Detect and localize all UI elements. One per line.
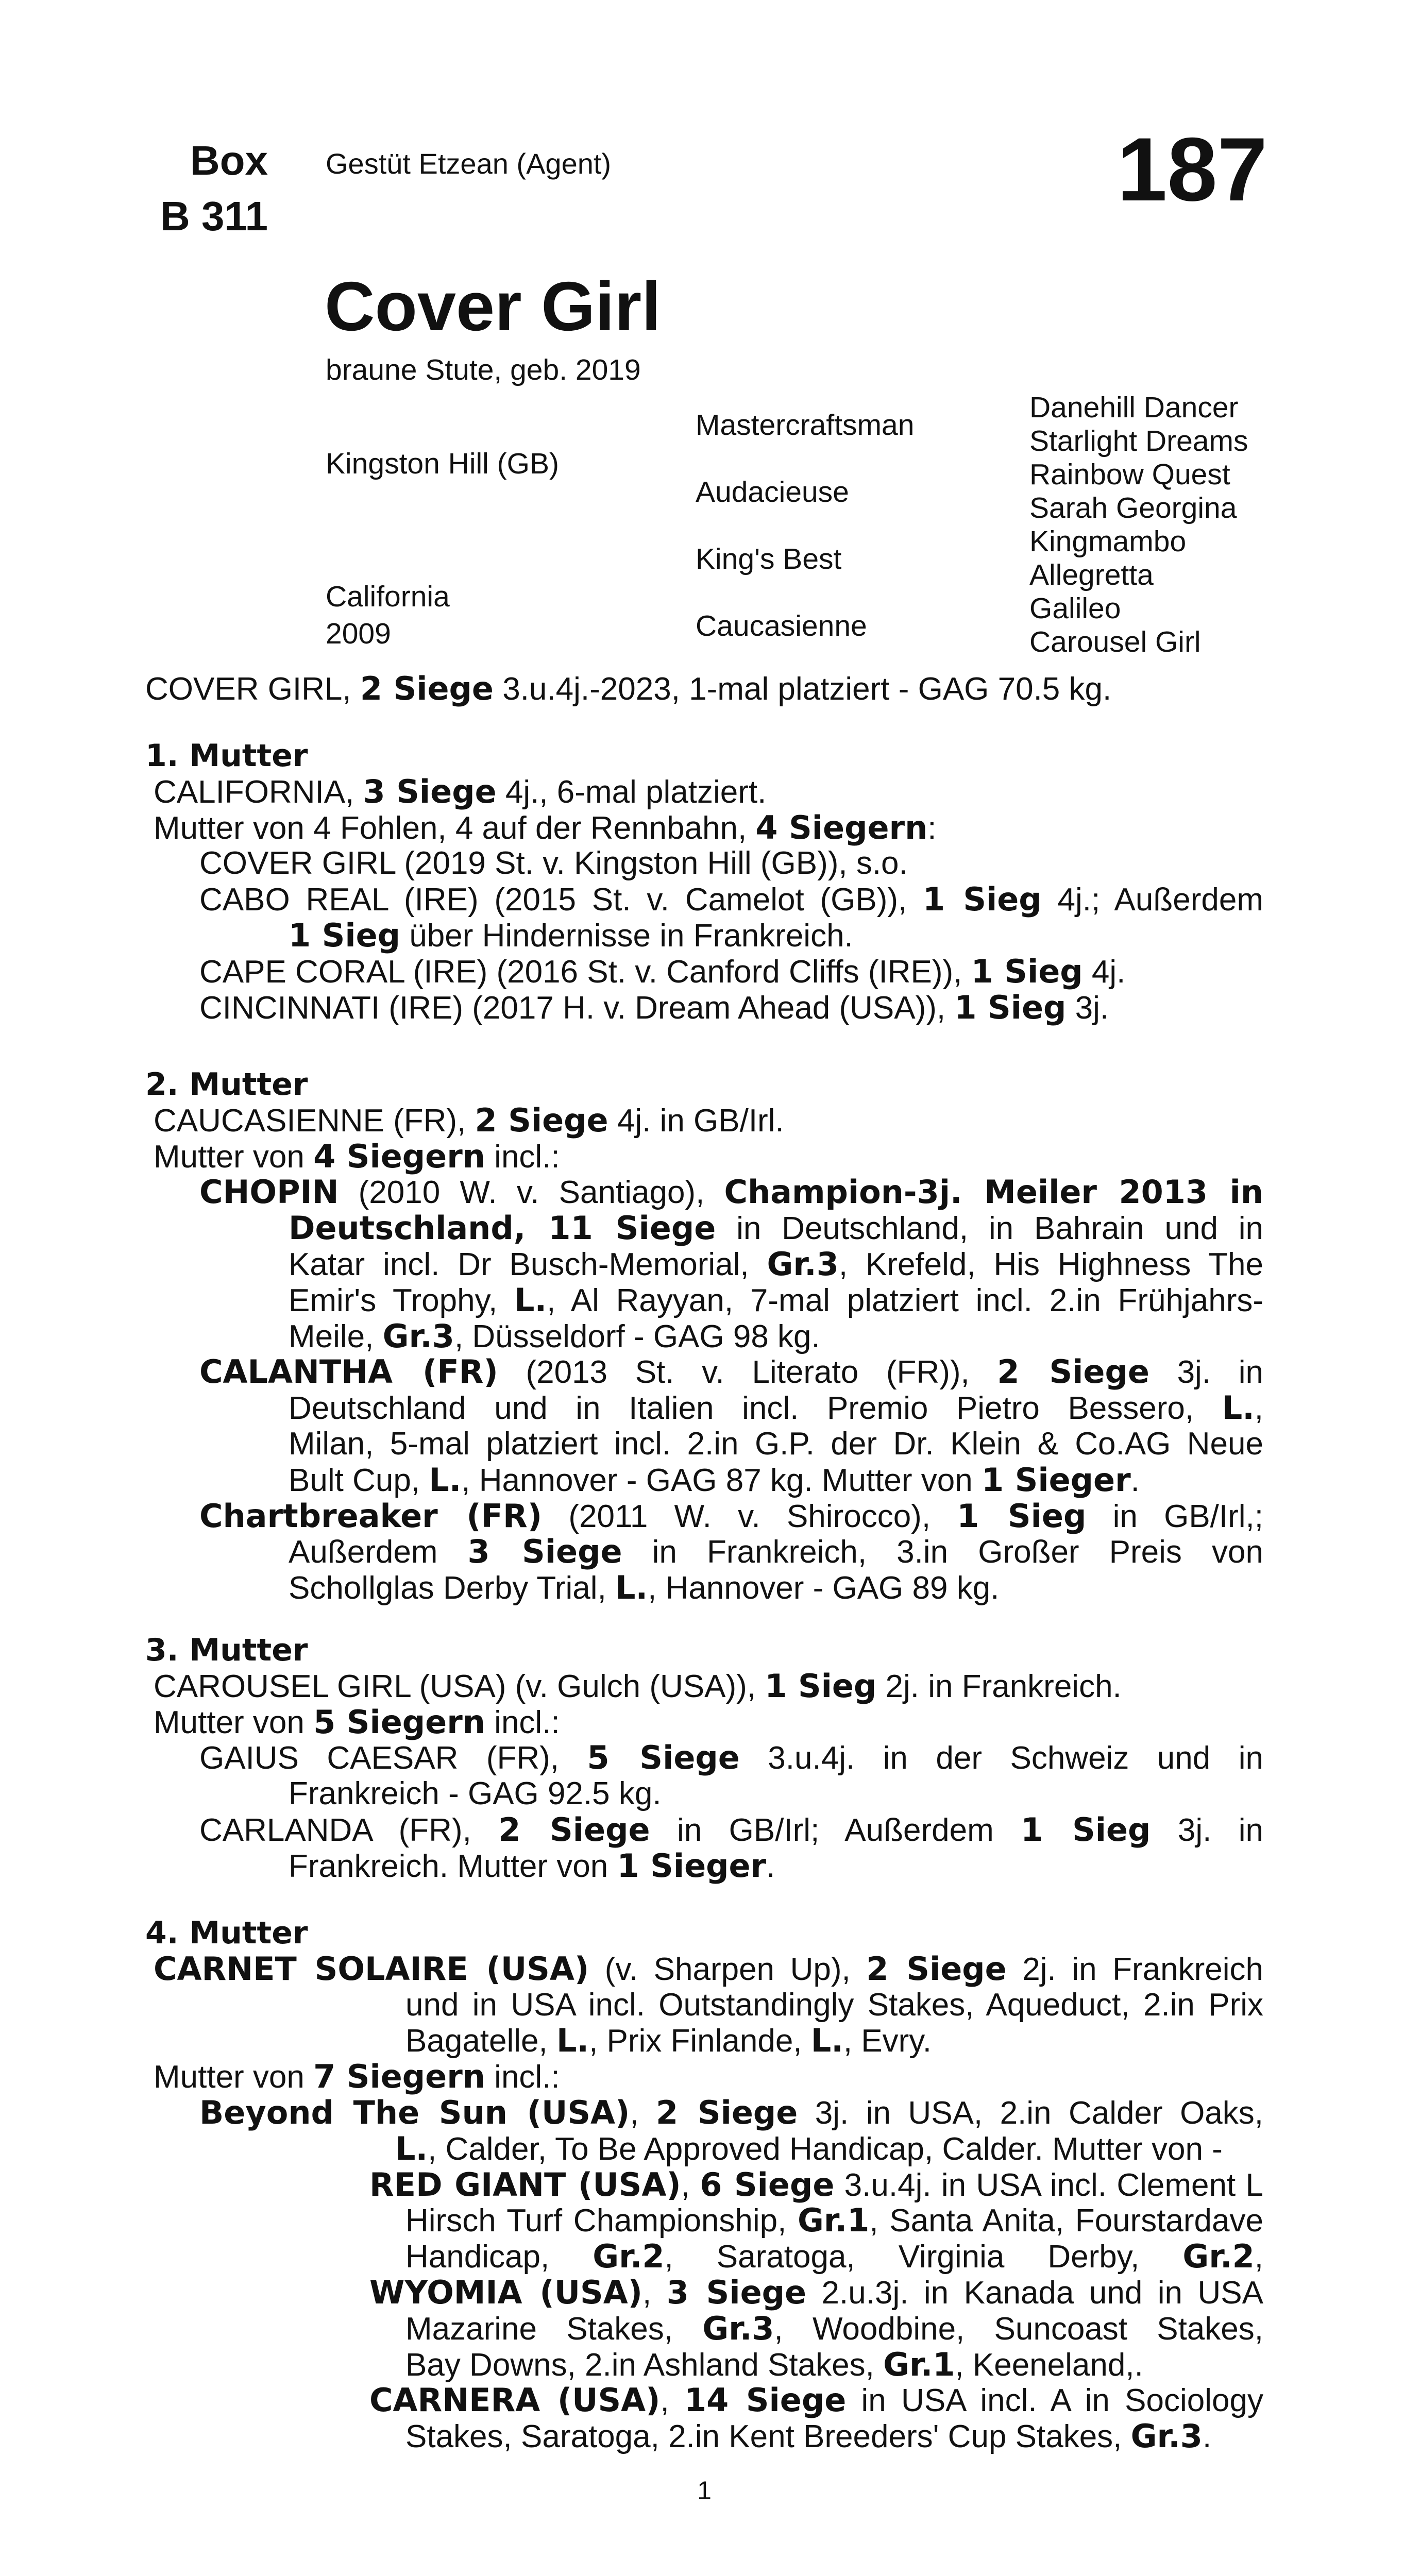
text-run: Stakes, Saratoga, 2.in Kent Breeders' Cup Stakes,	[405, 2419, 1131, 2455]
text-run: GAIUS CAESAR (FR),	[199, 1740, 587, 1776]
bold-run: 1 Sieg	[289, 917, 401, 954]
section-line	[154, 774, 766, 810]
bold-run: 5 Siegern	[313, 1703, 485, 1741]
text-run: Deutschland und in Italien incl. Premio Pietro Bessero,	[289, 1391, 1222, 1427]
section-line	[405, 2347, 1143, 2383]
bold-run: 1 Sieg	[957, 1498, 1087, 1534]
text-run: :	[927, 810, 937, 846]
text-run: COVER GIRL (2019 St. v. Kingston Hill (GB)), s.o.	[199, 845, 908, 882]
text-run: CARLANDA (FR),	[199, 1812, 499, 1848]
section-line	[289, 1210, 1263, 1246]
text-run: 3.u.4j. in der Schweiz und in	[739, 1740, 1263, 1776]
text-run: (2010 W. v. Santiago),	[339, 1175, 724, 1211]
text-run: Bay Downs, 2.in Ashland Stakes,	[405, 2347, 884, 2383]
section-title: 1. Mutter	[145, 738, 308, 774]
text-run: .	[1202, 2419, 1212, 2455]
section-line	[405, 2202, 1263, 2239]
section-line	[369, 2167, 1263, 2203]
bold-run: L.	[429, 1461, 462, 1499]
text-run: , Keeneland,.	[955, 2347, 1143, 2383]
bold-run: 2 Siege	[475, 1101, 608, 1139]
text-run: CAUCASIENNE (FR),	[154, 1103, 475, 1139]
text-run: , Hannover - GAG 89 kg.	[648, 1570, 1000, 1606]
pedigree-g3-5: Kingmambo	[1029, 525, 1187, 558]
text-run: Milan, 5-mal platziert incl. 2.in G.P. der Dr. Klein & Co.AG Neue	[289, 1426, 1263, 1462]
bold-run: 3 Siege	[467, 1534, 622, 1570]
bold-run: 2 Siege	[997, 1354, 1149, 1391]
text-run: 4j.; Außerdem	[1041, 882, 1263, 918]
text-run: ,	[642, 2275, 667, 2311]
text-run: , Calder, To Be Approved Handicap, Calder. Mutter von -	[428, 2131, 1223, 2167]
pedigree-sire: Kingston Hill (GB)	[326, 447, 559, 480]
section-line	[369, 2382, 1263, 2418]
section-line	[199, 1740, 1263, 1776]
bold-run: 14 Siege	[684, 2382, 847, 2419]
text-run: Außerdem	[289, 1534, 468, 1570]
section-line	[405, 2418, 1211, 2455]
bold-run: L.	[514, 1282, 547, 1318]
text-run: über Hindernisse in Frankreich.	[400, 918, 853, 954]
text-run: Bult Cup,	[289, 1462, 429, 1498]
bold-run: Gr.3	[767, 1246, 839, 1282]
text-run: , Santa Anita, Fourstardave	[869, 2203, 1263, 2239]
section-line	[154, 2059, 560, 2095]
text-run: ,	[660, 2383, 684, 2419]
pedigree-g3-7: Galileo	[1029, 592, 1121, 625]
section-line	[154, 1139, 560, 1175]
text-run: CABO REAL (IRE) (2015 St. v. Camelot (GB)),	[199, 882, 923, 918]
text-run: Mutter von 4 Fohlen, 4 auf der Rennbahn,	[154, 810, 756, 846]
section-line	[199, 1354, 1263, 1390]
text-run: Bagatelle,	[405, 2023, 556, 2059]
text-run: , Prix Finlande,	[589, 2023, 811, 2059]
section-line	[289, 1776, 662, 1812]
text-run: ,	[630, 2095, 656, 2131]
text-run: incl.:	[485, 1704, 560, 1740]
pedigree-g3-8: Carousel Girl	[1029, 625, 1201, 658]
text-run: ,	[681, 2167, 700, 2203]
bold-run: 2 Siege	[866, 1951, 1007, 1987]
bold-run: Gr.2	[593, 2239, 665, 2275]
text-run: in GB/Irl,;	[1086, 1498, 1263, 1534]
bold-run: 3 Siege	[666, 2275, 807, 2311]
text-run: Mutter von	[154, 1704, 314, 1740]
bold-run: L.	[615, 1569, 648, 1607]
section-title: 3. Mutter	[145, 1632, 308, 1668]
pedigree-g3-4: Sarah Georgina	[1029, 492, 1237, 524]
section-line	[369, 2275, 1263, 2311]
section-line	[289, 1848, 775, 1885]
box-label: Box	[190, 138, 268, 183]
text-run: Meile,	[289, 1318, 383, 1354]
text-run: 3.u.4j.-2023, 1-mal platziert - GAG 70.5 kg.	[494, 671, 1112, 707]
text-run: CAROUSEL GIRL (USA) (v. Gulch (USA)),	[154, 1668, 765, 1704]
text-run: , Woodbine, Suncoast Stakes,	[774, 2311, 1263, 2347]
bold-run: CARNET SOLAIRE (USA)	[154, 1951, 589, 1987]
text-run: in USA incl. A in Sociology	[846, 2383, 1263, 2419]
bold-run: 1 Sieg	[923, 882, 1042, 918]
text-run: 4j. in GB/Irl.	[608, 1103, 784, 1139]
bold-run: L.	[556, 2022, 589, 2060]
pedigree-dam-sire: King's Best	[696, 543, 842, 575]
pedigree-g3-2: Starlight Dreams	[1029, 425, 1248, 457]
horse-name: Cover Girl	[325, 267, 661, 345]
section-line	[199, 990, 1109, 1026]
bold-run: Chartbreaker (FR)	[199, 1498, 543, 1534]
bold-run: L.	[395, 2129, 428, 2167]
text-run: .	[766, 1848, 775, 1884]
text-run: .	[1130, 1462, 1140, 1498]
bold-run: Champion-3j. Meiler 2013 in	[724, 1174, 1263, 1211]
section-line	[289, 918, 853, 954]
section-line	[405, 2239, 1263, 2275]
text-run: COVER GIRL,	[145, 671, 360, 707]
text-run: , Evry.	[843, 2023, 932, 2059]
text-run: in Deutschland, in Bahrain und in	[716, 1211, 1263, 1247]
text-run: in Frankreich, 3.in Großer Preis von	[622, 1534, 1263, 1570]
section-line	[289, 1534, 1263, 1570]
text-run: 3j. in	[1151, 1812, 1263, 1848]
text-run: 3j. in	[1149, 1354, 1263, 1391]
bold-run: 1 Sieger	[981, 1461, 1131, 1499]
bold-run: 2 Siege	[360, 670, 494, 707]
pedigree-g3-1: Danehill Dancer	[1029, 391, 1239, 424]
bold-run: 1 Sieger	[617, 1846, 767, 1885]
text-run: 2j. in Frankreich	[1006, 1951, 1263, 1987]
bold-run: L.	[1222, 1390, 1255, 1427]
race-summary	[145, 670, 1111, 707]
bold-run: CHOPIN	[199, 1174, 339, 1211]
text-run: incl.:	[485, 2059, 560, 2095]
bold-run: 1 Sieg	[971, 952, 1083, 990]
bold-run: Gr.1	[883, 2345, 955, 2383]
section-line	[154, 1704, 560, 1741]
section-line	[199, 2095, 1263, 2131]
text-run: (2011 W. v. Shirocco),	[542, 1498, 957, 1534]
text-run: 2j. in Frankreich.	[876, 1668, 1122, 1704]
text-run: 3.u.4j. in USA incl. Clement L	[834, 2167, 1263, 2203]
section-line	[395, 2131, 1223, 2167]
text-run: Hirsch Turf Championship,	[405, 2203, 798, 2239]
text-run: Katar incl. Dr Busch-Memorial,	[289, 1247, 767, 1282]
section-line	[199, 1498, 1263, 1534]
bold-run: 4 Siegern	[313, 1137, 485, 1175]
text-run: CINCINNATI (IRE) (2017 H. v. Dream Ahead (USA)),	[199, 990, 955, 1026]
bold-run: 5 Siege	[587, 1740, 740, 1776]
bold-run: CARNERA (USA)	[369, 2382, 661, 2419]
bold-run: Gr.2	[1182, 2239, 1255, 2275]
bold-run: CALANTHA (FR)	[199, 1354, 498, 1391]
section-title: 4. Mutter	[145, 1915, 308, 1951]
section-line	[199, 845, 908, 882]
section-line	[289, 1282, 1263, 1318]
text-run: , Düsseldorf - GAG 98 kg.	[454, 1318, 820, 1354]
text-run: und in USA incl. Outstandingly Stakes, Aqueduct, 2.in Prix	[405, 1987, 1263, 2023]
section-line	[199, 1812, 1263, 1848]
text-run: ,	[1254, 2239, 1263, 2275]
text-run: CAPE CORAL (IRE) (2016 St. v. Canford Cliffs (IRE)),	[199, 954, 971, 990]
bold-run: Gr.3	[1130, 2417, 1203, 2455]
section-line	[405, 2311, 1263, 2347]
text-run: , Krefeld, His Highness The	[838, 1247, 1263, 1282]
text-run: incl.:	[485, 1139, 560, 1175]
text-run: 2.u.3j. in Kanada und in USA	[821, 2275, 1263, 2311]
text-run: Emir's Trophy,	[289, 1282, 515, 1318]
bold-run: Gr.3	[382, 1317, 454, 1355]
text-run: , Saratoga, Virginia Derby,	[664, 2239, 1183, 2275]
bold-run: Deutschland, 11 Siege	[289, 1210, 716, 1247]
text-run: CALIFORNIA,	[154, 774, 363, 810]
bold-run: 4 Siegern	[755, 808, 928, 846]
pedigree-dam-year: 2009	[326, 617, 391, 650]
text-run: Frankreich - GAG 92.5 kg.	[289, 1776, 662, 1812]
section-line	[289, 1426, 1263, 1462]
section-line	[289, 1570, 999, 1606]
text-run: 4j., 6-mal platziert.	[496, 774, 767, 810]
section-line	[154, 810, 936, 846]
text-run: Mazarine Stakes,	[405, 2311, 703, 2347]
bold-run: 2 Siege	[498, 1812, 650, 1848]
text-run: Schollglas Derby Trial,	[289, 1570, 616, 1606]
page-number: 1	[697, 2476, 712, 2505]
horse-description: braune Stute, geb. 2019	[326, 353, 641, 386]
bold-run: 1 Sieg	[1021, 1812, 1151, 1848]
section-line	[154, 1668, 1122, 1705]
text-run: , Hannover - GAG 87 kg. Mutter von	[461, 1462, 982, 1498]
section-line	[289, 1390, 1263, 1426]
pedigree-dam: California	[326, 580, 450, 613]
section-line	[289, 1246, 1263, 1282]
section-line	[405, 1987, 1263, 2023]
bold-run: RED GIANT (USA)	[369, 2166, 681, 2203]
text-run: Handicap,	[405, 2239, 593, 2275]
section-line	[405, 2023, 932, 2059]
bold-run: 1 Sieg	[954, 988, 1067, 1026]
lot-number: 187	[1117, 120, 1267, 220]
bold-run: 7 Siegern	[313, 2058, 485, 2096]
text-run: (v. Sharpen Up),	[589, 1951, 867, 1987]
agent-name: Gestüt Etzean (Agent)	[326, 147, 612, 180]
bold-run: 6 Siege	[700, 2166, 835, 2203]
bold-run: Gr.1	[798, 2202, 870, 2239]
section-title: 2. Mutter	[145, 1066, 308, 1103]
text-run: Mutter von	[154, 1139, 314, 1175]
text-run: Frankreich. Mutter von	[289, 1848, 617, 1884]
bold-run: 1 Sieg	[765, 1667, 877, 1705]
text-run: in GB/Irl; Außerdem	[650, 1812, 1021, 1848]
text-run: 3j. in USA, 2.in Calder Oaks,	[798, 2095, 1263, 2131]
section-line	[199, 954, 1125, 990]
text-run: (2013 St. v. Literato (FR)),	[498, 1354, 997, 1391]
pedigree-sire-sire: Mastercraftsman	[696, 409, 915, 442]
pedigree-dam-dam: Caucasienne	[696, 609, 867, 642]
text-run: ,	[1254, 1391, 1263, 1427]
pedigree-g3-3: Rainbow Quest	[1029, 458, 1230, 491]
bold-run: 3 Siege	[363, 772, 497, 810]
section-line	[199, 882, 1263, 918]
bold-run: Gr.3	[702, 2310, 774, 2347]
text-run: Mutter von	[154, 2059, 314, 2095]
pedigree-g3-6: Allegretta	[1029, 558, 1154, 591]
section-line	[199, 1174, 1263, 1210]
bold-run: L.	[810, 2022, 843, 2060]
bold-run: 2 Siege	[656, 2095, 798, 2131]
text-run: 3j.	[1066, 990, 1109, 1026]
bold-run: Beyond The Sun (USA)	[199, 2095, 630, 2131]
pedigree-sire-dam: Audacieuse	[696, 476, 849, 509]
box-number: B 311	[160, 193, 268, 239]
bold-run: WYOMIA (USA)	[369, 2275, 643, 2311]
text-run: , Al Rayyan, 7-mal platziert incl. 2.in Frühjahrs-	[547, 1282, 1263, 1318]
section-line	[154, 1103, 784, 1139]
section-line	[289, 1462, 1140, 1499]
section-line	[289, 1318, 820, 1355]
section-line	[154, 1951, 1263, 1987]
text-run: 4j.	[1082, 954, 1126, 990]
